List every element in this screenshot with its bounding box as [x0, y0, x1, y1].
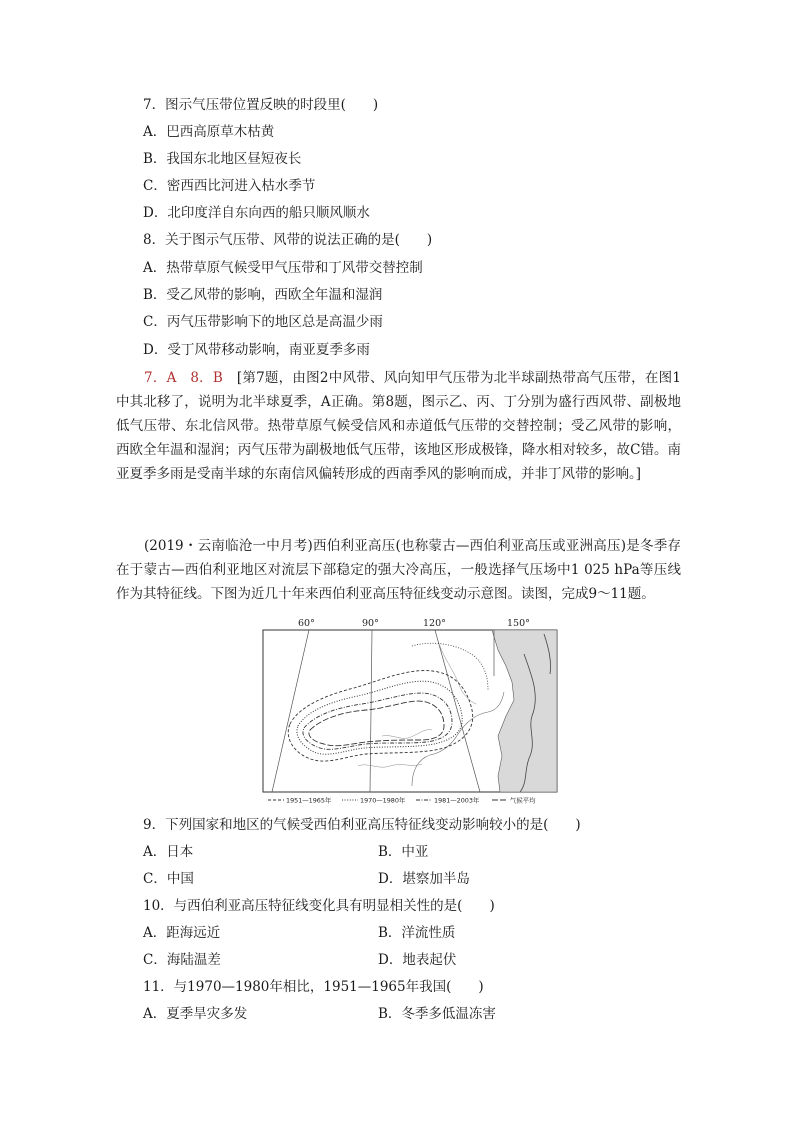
q10-option-b: B．洋流性质	[378, 925, 456, 941]
map-svg	[262, 616, 558, 806]
q10-option-a: A．距海远近	[143, 925, 221, 941]
answer-block	[116, 366, 681, 486]
q10-option-c: C．海陆温差	[143, 952, 221, 968]
q7-option-d: D．北印度洋自东向西的船只顺风顺水	[143, 205, 370, 221]
q9-stem: 9．下列国家和地区的气候受西伯利亚高压特征线变动影响较小的是( )	[143, 817, 581, 833]
q9-option-d: D．堪察加半岛	[378, 871, 470, 887]
q11-stem: 11．与1970—1980年相比，1951—1965年我国( )	[143, 979, 484, 995]
q7-option-b: B．我国东北地区昼短夜长	[143, 151, 302, 167]
q7-stem: 7．图示气压带位置反映的时段里( )	[143, 97, 379, 113]
q8-option-d: D．受丁风带移动影响，南亚夏季多雨	[143, 342, 370, 358]
siberian-high-map	[262, 616, 558, 806]
lon-label-150: 150°	[507, 618, 530, 629]
q8-stem: 8．关于图示气压带、风带的说法正确的是( )	[143, 232, 433, 248]
intro-text: (2019・云南临沧一中月考)西伯利亚高压(也称蒙古—西伯利亚高压或亚洲高压)是冬季存在于蒙古—西伯利亚地区对流层下部稳定的强大冷高压，一般选择气压场中1 025 hPa等压线作为其特征线。下图为近几十年来西伯利亚高压特征线变动示意图。读图，完成9～11题。	[116, 538, 681, 602]
lon-label-120: 120°	[423, 618, 446, 629]
q9-option-c: C．中国	[143, 871, 194, 887]
q8-option-b: B．受乙风带的影响，西欧全年温和湿润	[143, 287, 383, 303]
q8-option-a: A．热带草原气候受甲气压带和丁风带交替控制	[143, 260, 423, 276]
q10-option-d: D．地表起伏	[378, 952, 457, 968]
q11-option-b: B．冬季多低温冻害	[378, 1006, 496, 1022]
q9-option-a: A．日本	[143, 844, 194, 860]
lon-label-90: 90°	[362, 618, 379, 629]
q9-option-b: B．中亚	[378, 844, 429, 860]
answer-explanation: [第7题，由图2中风带、风向知甲气压带为北半球副热带高气压带，在图1中其北移了，说明为北半球夏季，A正确。第8题，图示乙、丙、丁分别为盛行西风带、副极地低气压带、东北信风带。热带草原气候受信风和赤道低气压带的交替控制；受乙风带的影响，西欧全年温和湿润；丙气压带为副极地低气压带，该地区形成极锋，降水相对较多，故C错。南亚夏季多雨是受南半球的东南信风偏转形成的西南季风的影响而成，并非丁风带的影响。]	[116, 370, 681, 482]
lon-label-60: 60°	[298, 618, 315, 629]
q10-stem: 10．与西伯利亚高压特征线变化具有明显相关性的是( )	[143, 898, 495, 914]
legend-1951-1965: 1951—1965年	[286, 796, 332, 805]
legend-1981-2003: 1981—2003年	[434, 796, 480, 805]
q7-option-a: A．巴西高原草木枯黄	[143, 124, 275, 140]
q8-option-c: C．丙气压带影响下的地区总是高温少雨	[143, 314, 383, 330]
q7-option-c: C．密西西比河进入枯水季节	[143, 178, 316, 194]
answer-key: 7．A 8．B	[144, 370, 223, 386]
legend-1970-1980: 1970—1980年	[360, 796, 406, 805]
q11-option-a: A．夏季旱灾多发	[143, 1006, 248, 1022]
legend-climate-average: 气候平均	[510, 796, 536, 805]
intro-paragraph	[116, 534, 681, 606]
